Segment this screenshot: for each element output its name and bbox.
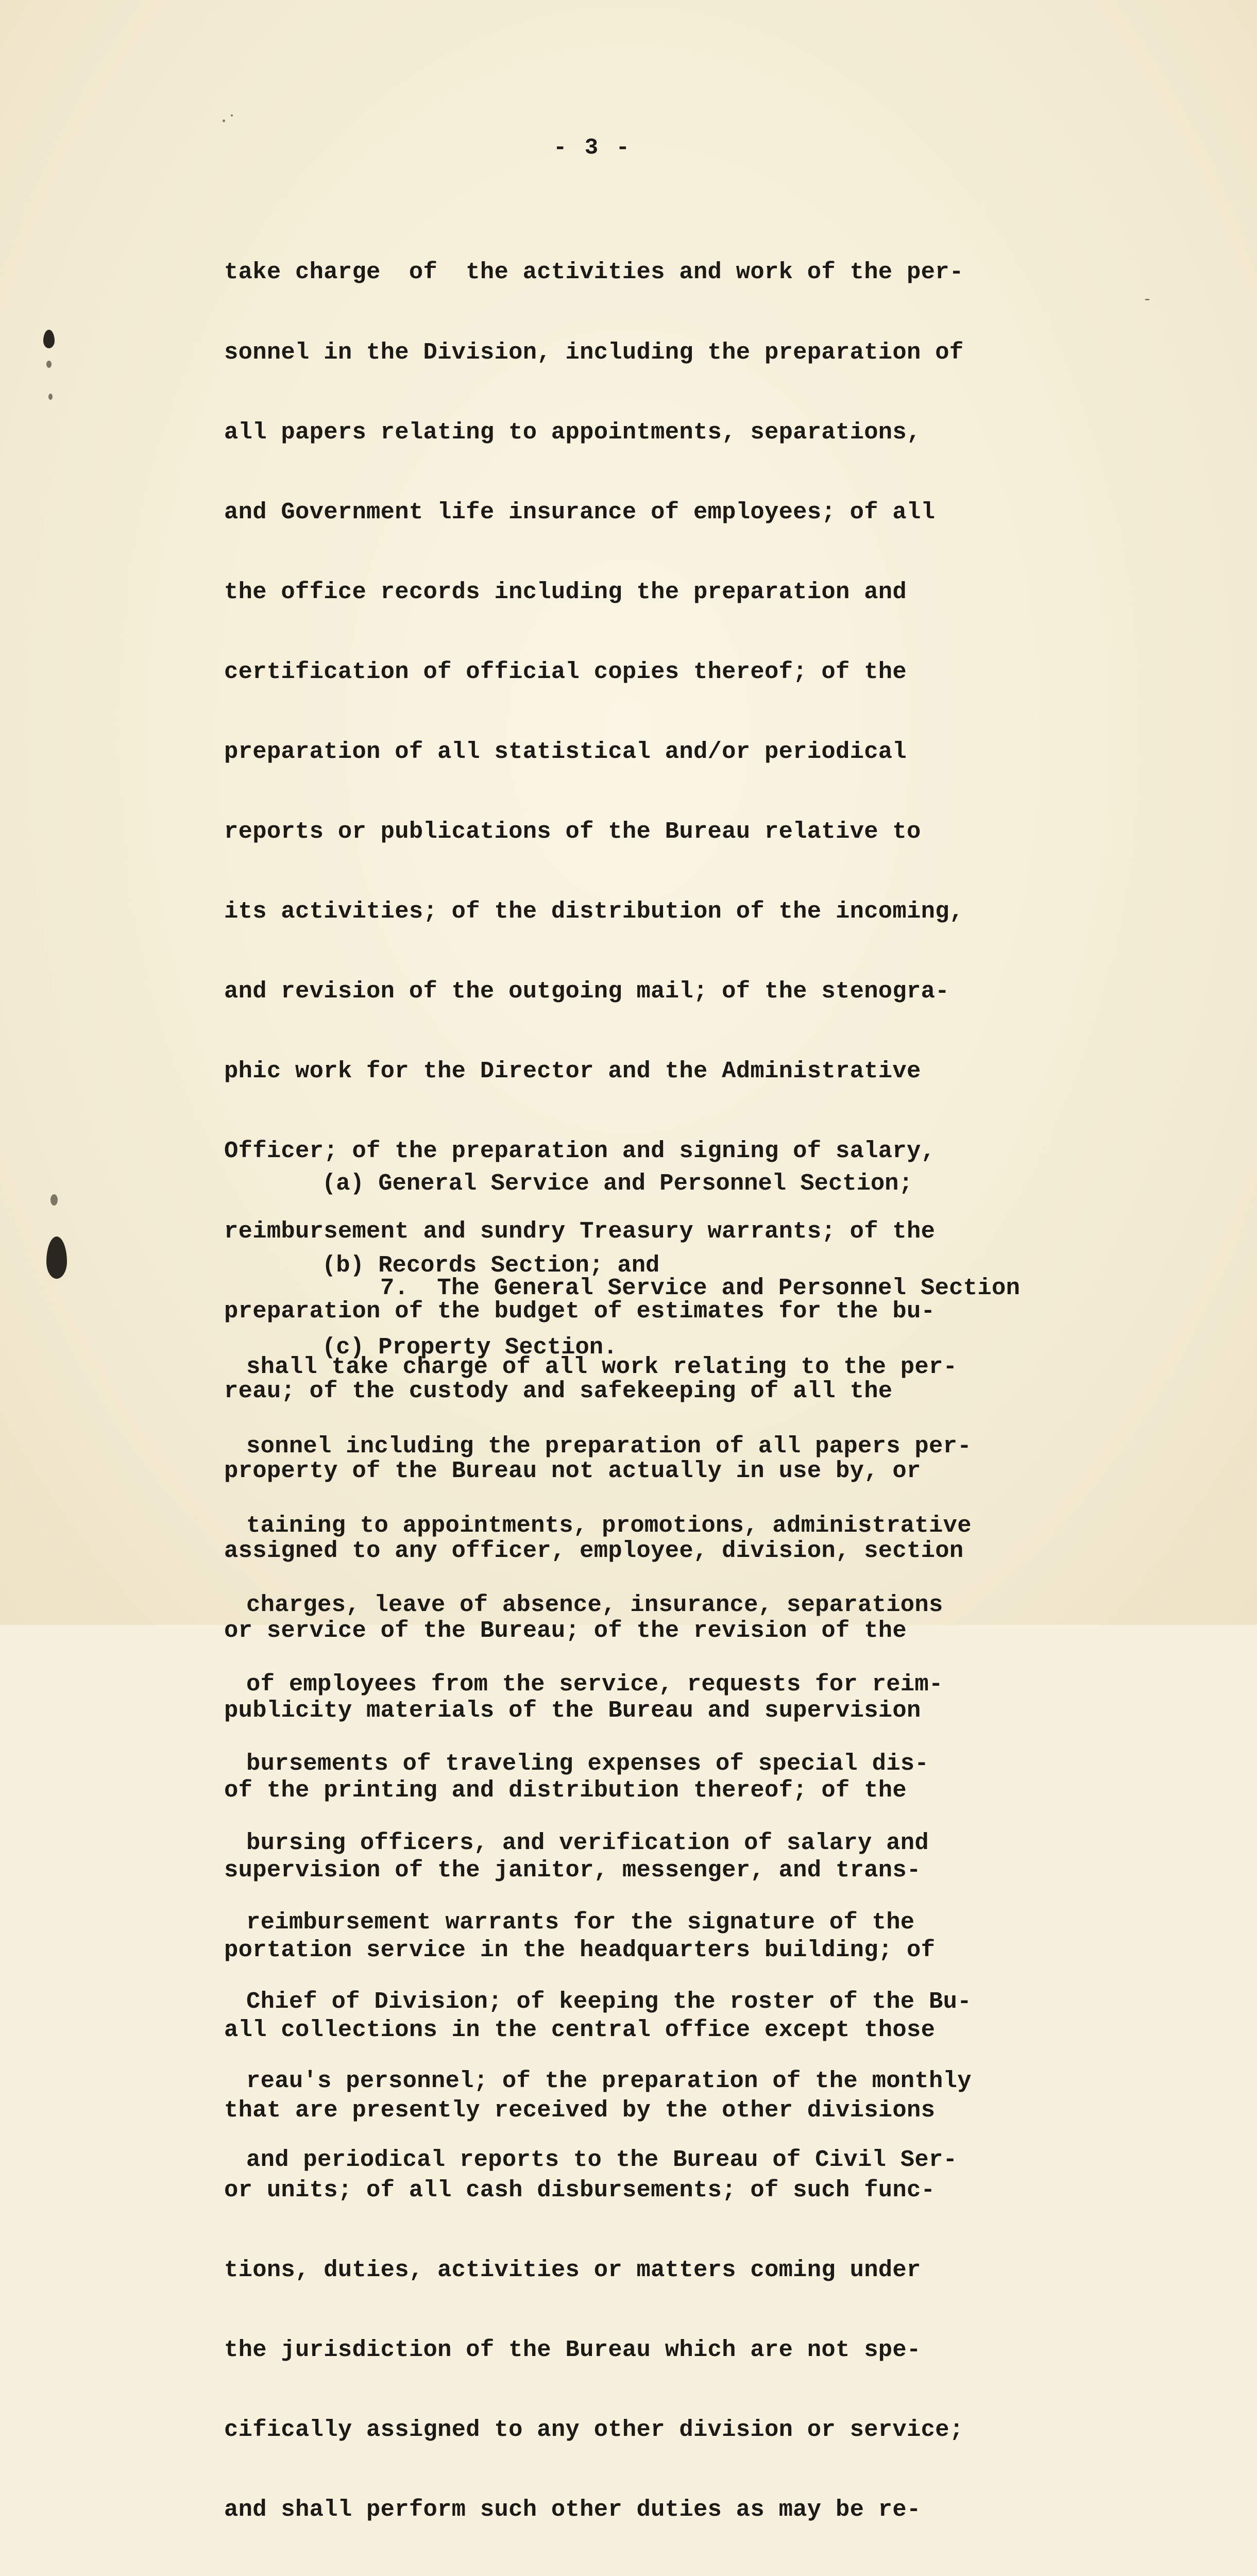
text-line: or units; of all cash disbursements; of such func- xyxy=(224,2176,936,2204)
text-line: take charge of the activities and work of the per- xyxy=(224,259,964,286)
text-line: reau's personnel; of the preparation of the monthly xyxy=(246,2067,972,2094)
paragraph-2 xyxy=(246,1222,1091,2226)
page-number: - 3 - xyxy=(553,135,632,161)
text-line: and shall perform such other duties as may be re- xyxy=(224,2496,921,2523)
text-line: 7. The General Service and Personnel Section xyxy=(380,1274,1021,1301)
text-line: portation service in the headquarters building; of xyxy=(224,1937,936,1964)
text-line: the jurisdiction of the Bureau which are not spe- xyxy=(224,2336,921,2363)
binder-hole-top xyxy=(43,330,55,348)
text-line: cifically assigned to any other division or service; xyxy=(224,2416,964,2443)
text-line: all papers relating to appointments, separations, xyxy=(224,418,921,446)
text-line: tions, duties, activities or matters coming under xyxy=(224,2256,921,2283)
margin-speck xyxy=(223,120,225,122)
list-item: (b) Records Section; and xyxy=(322,1252,660,1279)
text-line: phic work for the Director and the Administrative xyxy=(224,1058,921,1085)
binder-hole-bottom xyxy=(46,1236,67,1279)
text-line: Officer; of the preparation and signing of salary, xyxy=(224,1138,936,1165)
text-line: preparation of all statistical and/or periodical xyxy=(224,738,907,765)
text-line: of the printing and distribution thereof; of the xyxy=(224,1777,907,1804)
text-line: the office records including the preparation and xyxy=(224,578,907,605)
text-line: reports or publications of the Bureau relative to xyxy=(224,818,921,845)
text-line: charges, leave of absence, insurance, separations xyxy=(246,1591,943,1619)
text-line: shall take charge of all work relating to the per- xyxy=(246,1353,958,1381)
text-line: reimbursement warrants for the signature of the xyxy=(246,1908,915,1936)
text-line: and Government life insurance of employees; of all xyxy=(224,498,936,526)
text-line: taining to appointments, promotions, administrative xyxy=(246,1512,972,1539)
text-line: that are presently received by the other divisions xyxy=(224,2096,936,2124)
text-line: or service of the Bureau; of the revision of the xyxy=(224,1617,907,1644)
text-line: preparation of the budget of estimates for the bu- xyxy=(224,1297,936,1325)
margin-speck xyxy=(231,114,233,116)
text-line: bursements of traveling expenses of special dis- xyxy=(246,1750,929,1777)
text-line: and periodical reports to the Bureau of Civil Ser- xyxy=(246,2146,958,2174)
text-line: property of the Bureau not actually in use by, or xyxy=(224,1457,921,1484)
binder-hole-top-mark-2 xyxy=(48,394,53,400)
text-line: of employees from the service, requests for reim- xyxy=(246,1671,943,1698)
list-item: (a) General Service and Personnel Section; xyxy=(322,1170,913,1197)
text-line: publicity materials of the Bureau and supervision xyxy=(224,1697,921,1724)
text-line: all collections in the central office except those xyxy=(224,2016,936,2044)
binder-hole-top-mark xyxy=(46,361,52,368)
text-line: sonnel in the Division, including the preparation of xyxy=(224,338,964,366)
margin-speck xyxy=(1145,299,1150,300)
text-line: certification of official copies thereof; of the xyxy=(224,658,907,685)
list-item: (c) Property Section. xyxy=(322,1334,618,1361)
text-line: sonnel including the preparation of all papers per- xyxy=(246,1433,972,1460)
text-line: bursing officers, and verification of salary and xyxy=(246,1829,929,1856)
binder-hole-bottom-mark xyxy=(50,1194,58,1206)
text-line: and revision of the outgoing mail; of the stenogra- xyxy=(224,978,949,1005)
text-line: Chief of Division; of keeping the roster of the Bu- xyxy=(246,1988,972,2015)
text-line: supervision of the janitor, messenger, and trans- xyxy=(224,1857,921,1884)
text-line: assigned to any officer, employee, division, section xyxy=(224,1537,964,1564)
text-line: its activities; of the distribution of the incoming, xyxy=(224,898,964,925)
text-line: reau; of the custody and safekeeping of all the xyxy=(224,1377,893,1404)
text-line: reimbursement and sundry Treasury warrants; of the xyxy=(224,1217,936,1245)
